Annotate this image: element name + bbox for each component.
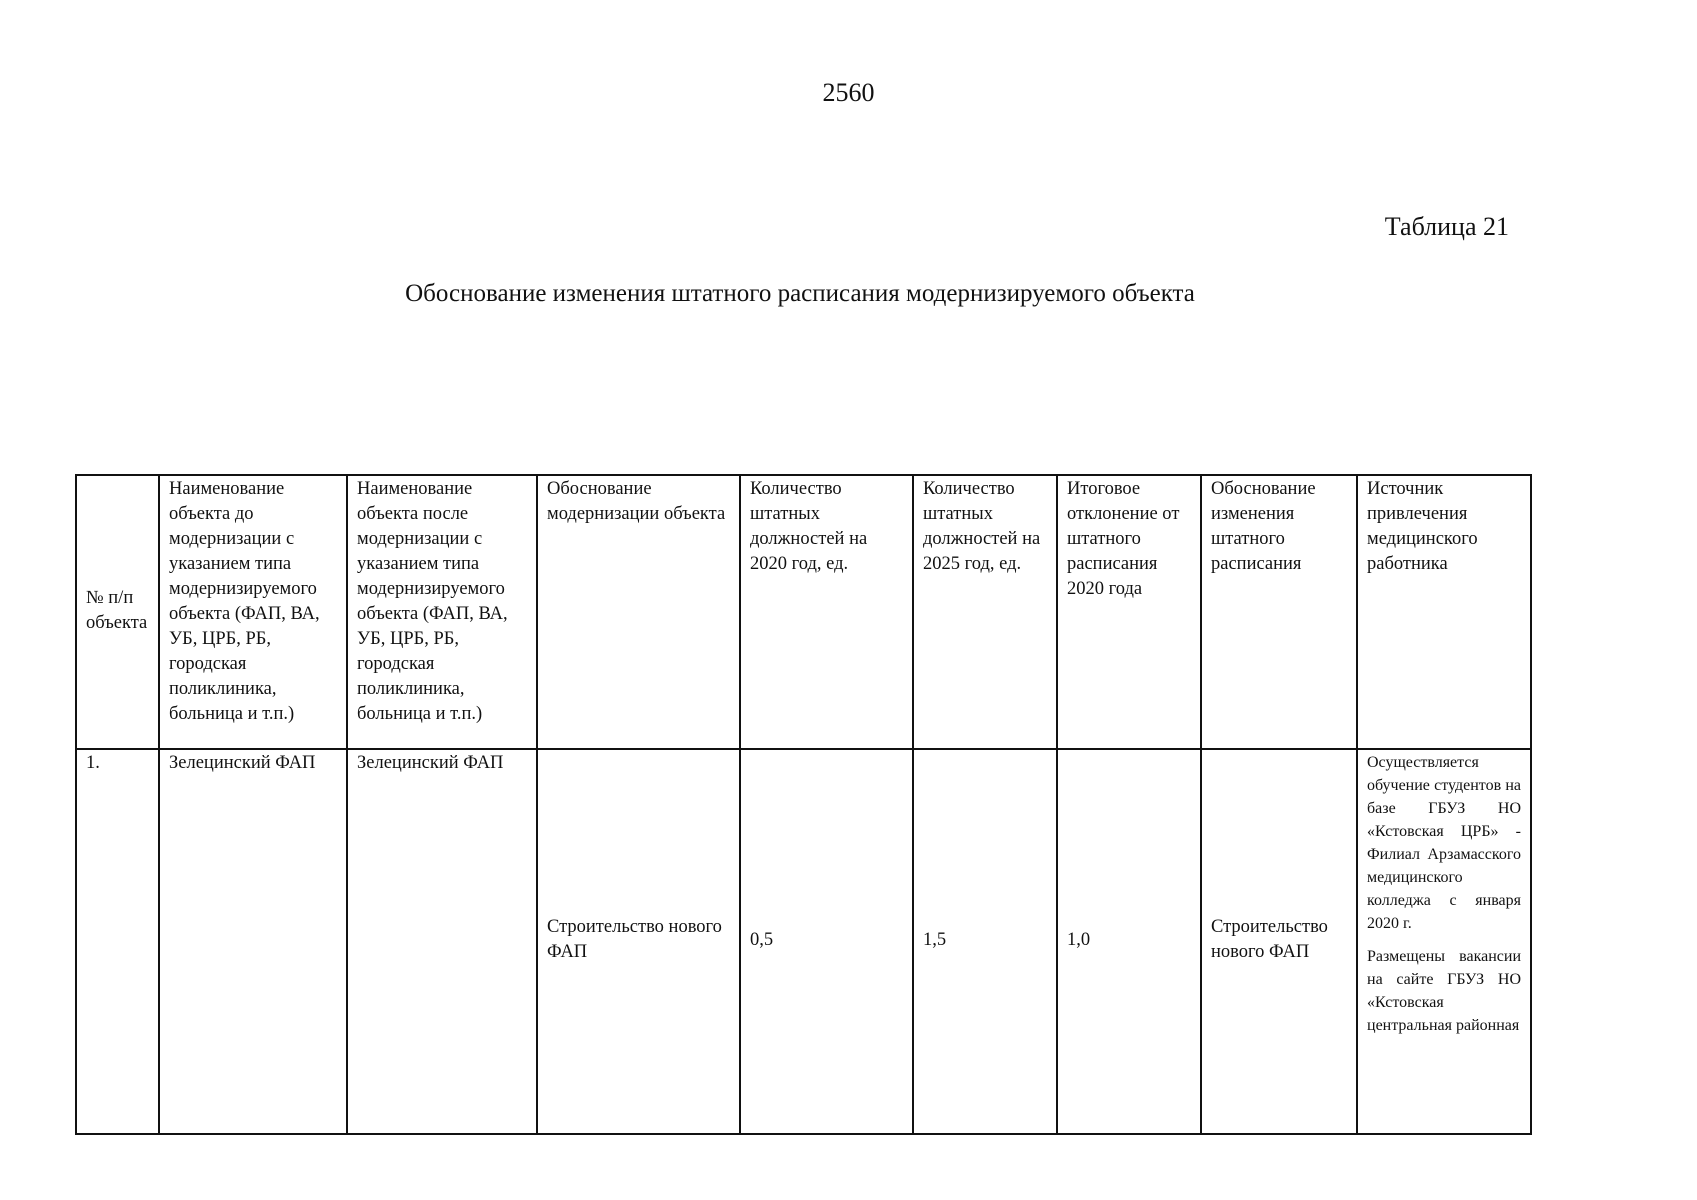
header-name-before: Наименование объекта до модернизации с указанием типа модернизируемого объекта (ФАП, ВА, УБ, ЦРБ, РБ, городская поликлиника, больница и т.п.): [159, 475, 347, 749]
page-number: 2560: [822, 78, 875, 107]
header-modernization-reason: Обоснование модернизации объекта: [537, 475, 740, 749]
cell-name-before: Зелецинский ФАП: [159, 749, 347, 1134]
staffing-table: [75, 474, 1532, 1135]
header-name-after: Наименование объекта после модернизации с указанием типа модернизируемого объекта (ФАП, ВА, УБ, ЦРБ, РБ, городская поликлиника, больница и т.п.): [347, 475, 537, 749]
document-title: Обоснование изменения штатного расписания модернизируемого объекта: [405, 280, 1195, 307]
cell-number: 1.: [76, 749, 159, 1134]
header-number: № п/п объекта: [76, 475, 159, 749]
table-header-row: [76, 475, 1531, 749]
header-staff-source: Источник привлечения медицинского работника: [1357, 475, 1531, 749]
source-paragraph-vacancies: Размещены вакансии на сайте ГБУЗ НО «Кстовская центральная районная: [1367, 948, 1521, 1034]
source-paragraph-training: Осуществляется обучение студентов на базе ГБУЗ НО «Кстовская ЦРБ» - Филиал Арзамасского медицинского колледжа с января 2020 г.: [1367, 754, 1521, 932]
header-change-reason: Обоснование изменения штатного расписания: [1201, 475, 1357, 749]
cell-staff-2020: 0,5: [740, 749, 913, 1134]
cell-change-reason: Строительство нового ФАП: [1201, 749, 1357, 1134]
header-staff-2025: Количество штатных должностей на 2025 год, ед.: [913, 475, 1057, 749]
cell-deviation: 1,0: [1057, 749, 1201, 1134]
header-staff-2020: Количество штатных должностей на 2020 год, ед.: [740, 475, 913, 749]
table-label: Таблица 21: [1384, 212, 1509, 241]
cell-name-after: Зелецинский ФАП: [347, 749, 537, 1134]
cell-modernization-reason: Строительство нового ФАП: [537, 749, 740, 1134]
table-row: [76, 749, 1531, 1134]
cell-staff-source: [1357, 749, 1531, 1134]
cell-staff-2025: 1,5: [913, 749, 1057, 1134]
header-deviation: Итоговое отклонение от штатного расписания 2020 года: [1057, 475, 1201, 749]
